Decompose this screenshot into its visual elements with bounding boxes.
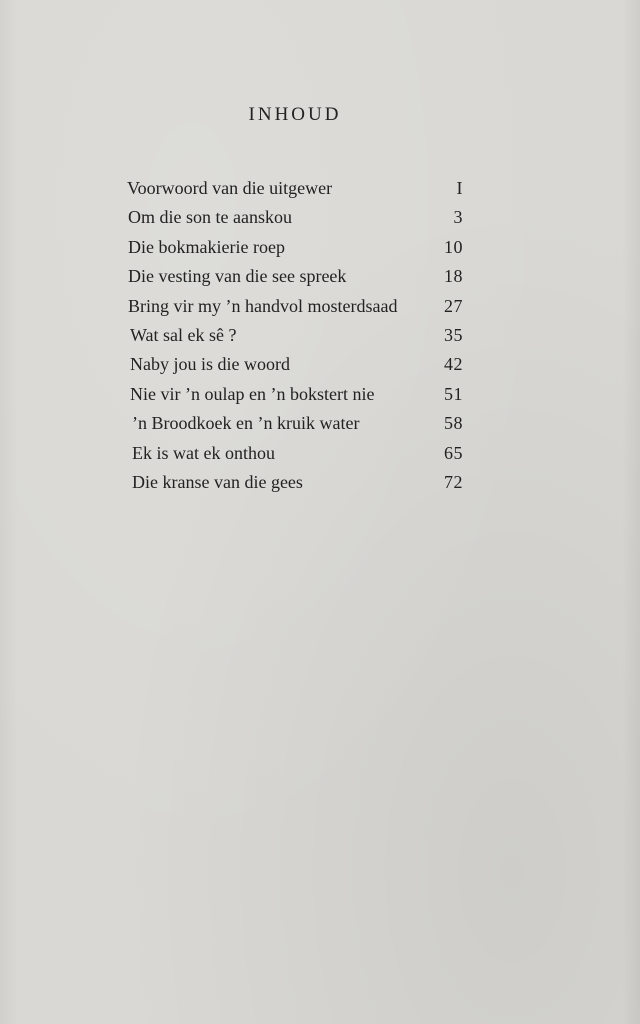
toc-entry-title: Voorwoord van die uitgewer [127,178,333,198]
toc-entry [127,262,463,291]
toc-entry-title: Die bokmakierie roep [128,236,285,257]
toc-entry-page: 18 [444,266,463,287]
toc-entry [127,350,463,379]
toc-entry-title: Naby jou is die woord [130,354,290,375]
page-heading: INHOUD [248,104,342,125]
toc-entry [127,321,463,350]
toc-entry-title: Ek is wat ek onthou [132,442,275,463]
toc-entry [127,468,463,497]
toc-entry-title: Om die son te aanskou [128,207,292,228]
toc-entry-page: 72 [444,472,463,493]
toc-entry-title: ’n Broodkoek en ’n kruik water [132,413,360,434]
toc-entry-page: 35 [444,325,463,346]
toc-entry-title: Die vesting van die see spreek [128,266,347,287]
table-of-contents [127,174,463,497]
toc-entry [127,233,463,262]
toc-entry [127,439,463,468]
toc-entry-page: 27 [444,295,463,316]
toc-entry [127,380,463,409]
toc-entry-page: 51 [444,383,463,404]
toc-entry-page: I [456,178,463,198]
toc-entry [127,292,463,321]
toc-entry-page: 65 [444,442,463,463]
toc-entry [127,203,463,232]
toc-entry-page: 42 [444,354,463,375]
toc-entry-page: 3 [453,207,463,228]
toc-entry [127,174,463,203]
toc-entry-title: Die kranse van die gees [132,472,303,493]
toc-entry-page: 58 [444,413,463,434]
toc-entry [127,409,463,438]
toc-entry-title: Wat sal ek sê ? [130,325,237,346]
toc-entry-title: Bring vir my ’n handvol mosterdsaad [128,295,398,316]
toc-entry-page: 10 [444,236,463,257]
toc-entry-title: Nie vir ’n oulap en ’n bokstert nie [130,383,375,404]
